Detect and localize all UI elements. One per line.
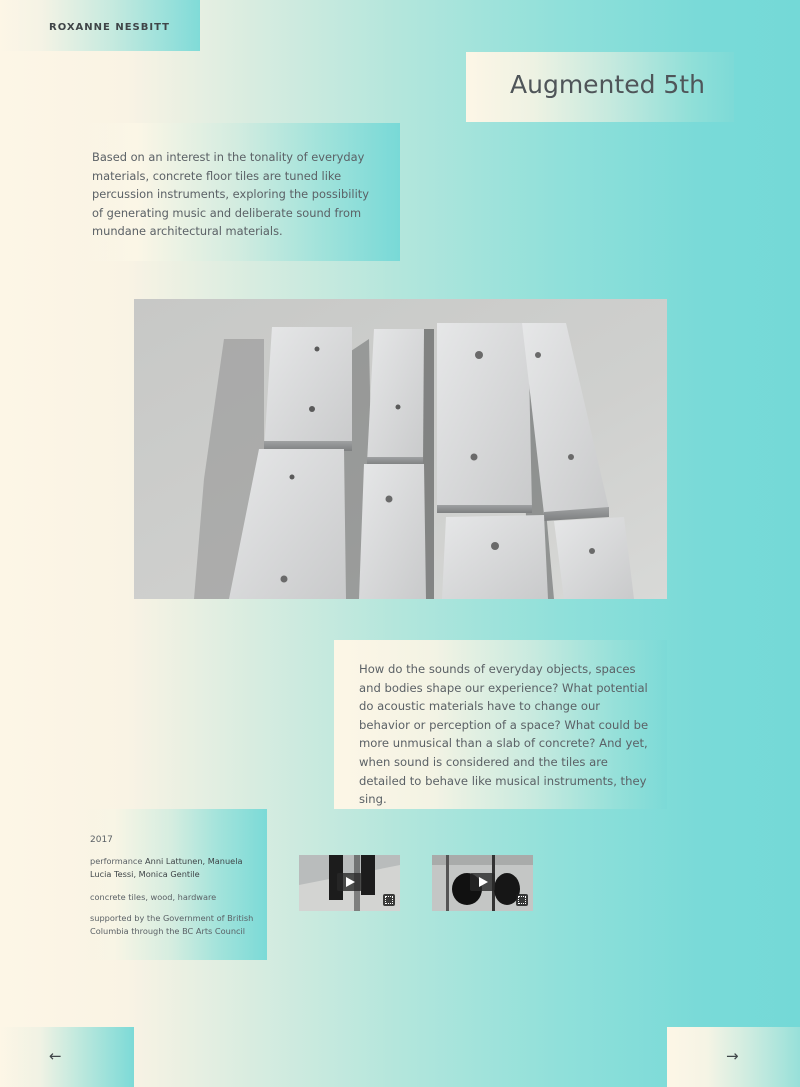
play-icon[interactable] bbox=[470, 873, 495, 891]
brand-name[interactable]: ROXANNE NESBITT bbox=[49, 22, 170, 33]
next-project-button[interactable] bbox=[667, 1027, 800, 1087]
intro-panel bbox=[72, 123, 400, 261]
page-title: Augmented 5th bbox=[510, 70, 705, 99]
tiles-illustration bbox=[134, 299, 667, 599]
previous-project-button[interactable] bbox=[0, 1027, 134, 1087]
quote-text: How do the sounds of everyday objects, spaces and bodies shape our experience? What potential do acoustic materials have to change our behavior or perception of a space? What could be more unmusical than a slab of concrete? And yet, when sound is considered and the tiles are detailed to behave like musical instruments, they sing. bbox=[359, 662, 649, 807]
credit-performance bbox=[90, 855, 255, 880]
performers-names: Anni Lattunen, Manuela Lucia Tessi, Monica Gentile bbox=[90, 856, 243, 879]
quote-panel bbox=[334, 640, 667, 809]
intro-text: Based on an interest in the tonality of everyday materials, concrete floor tiles are tuned like percussion instruments, exploring the possibility of generating music and deliberate sound from mundane architectural materials. bbox=[92, 150, 369, 238]
title-panel bbox=[466, 52, 734, 122]
credits-panel bbox=[76, 809, 267, 960]
credit-year: 2017 bbox=[90, 835, 113, 845]
video-thumbnail-1[interactable] bbox=[299, 855, 400, 911]
arrow-left-icon[interactable]: ← bbox=[49, 1047, 62, 1065]
credit-materials: concrete tiles, wood, hardware bbox=[90, 892, 217, 902]
arrow-right-icon[interactable]: → bbox=[726, 1047, 739, 1065]
play-icon[interactable] bbox=[337, 873, 362, 891]
performance-prefix: performance bbox=[90, 856, 143, 866]
expand-icon[interactable] bbox=[383, 894, 395, 906]
expand-icon[interactable] bbox=[516, 894, 528, 906]
site-brand[interactable] bbox=[0, 0, 200, 51]
credit-support: supported by the Government of British Columbia through the BC Arts Council bbox=[90, 913, 254, 936]
video-thumbnail-2[interactable] bbox=[432, 855, 533, 911]
concrete-tiles-photo bbox=[134, 299, 667, 599]
